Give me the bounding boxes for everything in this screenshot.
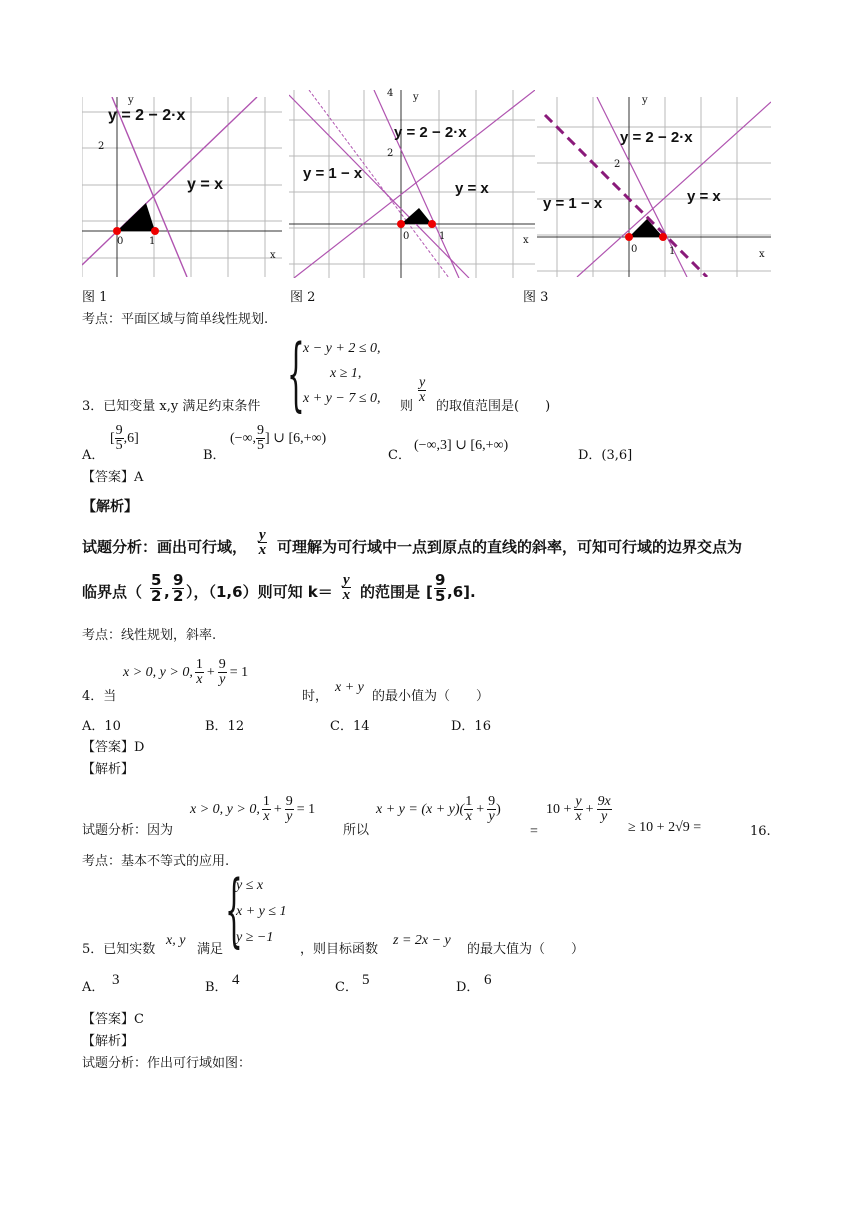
figure-2 xyxy=(289,90,535,278)
q4-xy: x + y xyxy=(335,680,364,695)
q3-answer: 【答案】A xyxy=(82,470,144,485)
q5-option-d-value: 6 xyxy=(484,972,492,988)
q5-vars: x, y xyxy=(166,933,186,948)
q4-an-cond-tail: = 1 xyxy=(296,801,316,817)
q3-analysis-2b: ），（1,6）则可知 k＝ xyxy=(186,583,333,601)
q4-expr1-f2d: y xyxy=(488,809,495,824)
q4-expr1-frac1 xyxy=(464,795,473,824)
q3-opt-b-den: 5 xyxy=(257,438,265,453)
q5-objective: z = 2x − y xyxy=(393,933,451,948)
q3-option-b-math xyxy=(230,424,326,453)
q3-constraint-1: x − y + 2 ≤ 0, xyxy=(303,341,381,356)
q5-option-b-label: B． xyxy=(205,980,228,995)
q3-point-y-den: 2 xyxy=(173,587,184,605)
fig2-tick-y-top: 4 xyxy=(387,88,394,99)
q4-expr2-frac2 xyxy=(597,795,612,824)
q4-expr2-plus: + xyxy=(585,801,594,817)
q4-cond-f2d: y xyxy=(219,672,226,687)
q4-when: 时， xyxy=(302,689,329,704)
q3-ratio-fraction xyxy=(418,376,426,405)
figure-2-graph xyxy=(289,90,535,278)
q4-expr1-f2n: 9 xyxy=(488,794,496,809)
q4-expr1-end: ) xyxy=(496,801,501,817)
q3-ratio-num: y xyxy=(419,375,426,390)
q5-mid: ，则目标函数 xyxy=(300,942,379,957)
q3-analysis-yx-num: y xyxy=(259,527,266,543)
q4-kaodian: 考点：基本不等式的应用. xyxy=(82,854,230,869)
q3-point-y-fraction xyxy=(172,573,184,604)
q3-option-c-math: (−∞,3] ∪ [6,+∞) xyxy=(414,438,509,453)
q5-constraint-2: x + y ≤ 1 xyxy=(236,904,287,919)
q4-cond-plus: + xyxy=(206,664,215,680)
fig2-origin: 0 xyxy=(403,231,410,242)
q4-cond-f1d: x xyxy=(196,672,203,687)
q4-an-f2d: y xyxy=(286,809,293,824)
q4-expr2-head: 10 + xyxy=(546,801,572,817)
q3-option-b-label: B． xyxy=(203,448,226,463)
q3-option-d: D．(3,6] xyxy=(578,448,633,463)
fig1-label-x: x xyxy=(270,250,276,261)
q3-opt-a-den: 5 xyxy=(115,438,123,453)
q4-condition xyxy=(123,658,248,687)
fig1-tick-y: 2 xyxy=(98,141,105,152)
q4-option-d: D．16 xyxy=(451,719,491,734)
q4-expr2-f1n: y xyxy=(575,794,582,809)
q3-suffix: 的取值范围是( ) xyxy=(436,399,551,414)
figure-3-caption: 图 3 xyxy=(523,290,549,305)
q3-opt-a-fraction xyxy=(115,424,124,453)
q4-prefix: 4．当 xyxy=(82,689,117,704)
fig1-origin: 0 xyxy=(117,236,124,247)
q5-jiexi-heading: 【解析】 xyxy=(82,1034,135,1049)
q4-option-b: B．12 xyxy=(205,719,245,734)
q5-system-brace: { xyxy=(225,863,243,956)
fig3-tick-x: 1 xyxy=(669,246,676,257)
q5-option-a-label: A． xyxy=(82,980,105,995)
q4-jiexi-heading: 【解析】 xyxy=(82,762,135,777)
q3-constraint-2: x ≥ 1, xyxy=(330,366,362,381)
q3-kaodian: 考点：线性规划，斜率. xyxy=(82,628,217,643)
q4-an-frac2 xyxy=(285,795,294,824)
q4-expr3: ≥ 10 + 2√9 = xyxy=(628,820,702,835)
q4-cond-f2n: 9 xyxy=(218,657,226,672)
figure-1-caption: 图 1 xyxy=(82,290,108,305)
q3-option-a-label: A． xyxy=(82,448,105,463)
fig3-eq3-label: y = 1 − x xyxy=(543,195,603,212)
fig2-eq1-label: y = 2 − 2·x xyxy=(394,124,467,141)
q5-suffix: 的最大值为（ ） xyxy=(467,942,585,957)
q4-an-f2n: 9 xyxy=(285,794,293,809)
fig1-label-y: y xyxy=(128,95,134,106)
q4-an-plus: + xyxy=(273,801,282,817)
q3-point-y-num: 9 xyxy=(173,571,184,589)
q4-expr1-f1d: x xyxy=(465,809,472,824)
figure-3 xyxy=(537,97,771,277)
q5-manzu: 满足 xyxy=(197,942,224,957)
fig1-tick-x: 1 xyxy=(149,236,156,247)
fig1-eq2-label: y = x xyxy=(187,176,224,193)
q3-range-bracket: [ xyxy=(426,583,433,601)
q4-answer: 【答案】D xyxy=(82,740,145,755)
q3-jiexi-heading: 【解析】 xyxy=(82,499,138,515)
q4-an-cond-head: x > 0, y > 0, xyxy=(190,801,260,817)
figure-3-graph xyxy=(537,97,771,277)
q3-point-comma: , xyxy=(164,583,170,601)
q3-analysis-yx-den: x xyxy=(258,542,267,558)
fig2-label-x: x xyxy=(523,235,529,246)
q3-option-a-math xyxy=(110,424,139,453)
fig2-tick-y: 2 xyxy=(387,148,394,159)
q3-point-x-den: 2 xyxy=(151,587,162,605)
fig3-label-y: y xyxy=(642,95,648,106)
q5-option-b-value: 4 xyxy=(232,972,240,988)
q5-option-d-label: D． xyxy=(456,980,480,995)
q5-option-c-label: C． xyxy=(335,980,358,995)
figure-1 xyxy=(82,97,282,277)
q4-analysis-prefix: 试题分析：因为 xyxy=(82,823,174,838)
q4-expr1-f1n: 1 xyxy=(465,794,473,809)
q3-opt-a-num: 9 xyxy=(115,423,123,438)
q5-analysis: 试题分析：作出可行域如图： xyxy=(82,1056,252,1071)
q3-system-brace: { xyxy=(287,327,305,420)
q3-mid: 则 xyxy=(400,399,414,414)
q3-point-x-num: 5 xyxy=(151,571,162,589)
q3-opt-a-bracket: [ xyxy=(110,430,115,446)
q3-opt-b-tail: ] ∪ [6,+∞) xyxy=(265,431,327,446)
q4-expr2-f1d: x xyxy=(575,809,582,824)
q3-ratio-den: x xyxy=(419,390,426,405)
fig1-eq1-label: y = 2 − 2·x xyxy=(108,107,186,124)
q3-opt-b-head: (−∞, xyxy=(230,430,257,446)
q3-range-den: 5 xyxy=(435,587,446,605)
q5-constraint-3: y ≥ −1 xyxy=(236,930,274,945)
q5-option-a-value: 3 xyxy=(112,972,120,988)
q4-analysis-condition xyxy=(190,795,315,824)
fig3-label-x: x xyxy=(759,249,765,260)
q4-cond-tail: = 1 xyxy=(229,664,249,680)
q4-result: 16. xyxy=(750,824,771,839)
q4-expr1-plus: + xyxy=(476,801,485,817)
q4-suffix: 的最小值为（ ） xyxy=(372,689,490,704)
q3-k-fraction xyxy=(342,573,351,602)
q5-option-c-value: 5 xyxy=(362,972,370,988)
q4-an-f1n: 1 xyxy=(262,794,270,809)
q4-expr2-frac1 xyxy=(574,795,582,824)
q4-option-c: C．14 xyxy=(330,719,370,734)
fig3-eq2-label: y = x xyxy=(687,188,721,205)
q4-expr1-head: x + y = (x + y)( xyxy=(376,801,465,817)
q3-range-fraction xyxy=(434,573,446,604)
fig3-eq1-label: y = 2 − 2·x xyxy=(620,129,693,146)
q3-opt-a-tail: ,6] xyxy=(123,430,139,446)
q3-opt-b-fraction xyxy=(256,424,265,453)
fig2-label-y: y xyxy=(413,92,419,103)
q4-eq: = xyxy=(530,824,538,839)
q4-expr2-f2d: y xyxy=(601,809,608,824)
q4-expr2 xyxy=(546,795,612,824)
q3-prefix: 3．已知变量 x,y 满足约束条件 xyxy=(82,399,261,414)
q4-option-a: A．10 xyxy=(82,719,121,734)
q4-an-frac1 xyxy=(262,795,271,824)
q4-suoyi: 所以 xyxy=(343,823,370,838)
q3-constraint-3: x + y − 7 ≤ 0, xyxy=(303,391,381,406)
fig2-eq2-label: y = x xyxy=(455,180,489,197)
q4-cond-head: x > 0, y > 0, xyxy=(123,664,193,680)
q3-analysis-2a: 临界点（ xyxy=(82,583,143,601)
q3-point-x-fraction xyxy=(150,573,162,604)
q3-k-den: x xyxy=(342,587,351,603)
q3-analysis-yx-fraction xyxy=(258,528,267,557)
fig2-tick-x: 1 xyxy=(439,231,446,242)
q3-opt-b-num: 9 xyxy=(257,423,265,438)
q4-cond-f1n: 1 xyxy=(195,657,203,672)
q4-cond-frac1 xyxy=(195,658,204,687)
q4-expr1-frac2 xyxy=(487,795,496,824)
q4-cond-frac2 xyxy=(218,658,227,687)
q5-answer: 【答案】C xyxy=(82,1012,144,1027)
q3-range-end: ,6]. xyxy=(447,583,476,601)
figure-2-caption: 图 2 xyxy=(290,290,316,305)
q5-prefix: 5．已知实数 xyxy=(82,942,156,957)
q5-constraint-1: y ≤ x xyxy=(236,878,264,893)
q3-analysis-2c: 的范围是 xyxy=(360,583,421,601)
q3-k-num: y xyxy=(343,572,350,588)
q4-an-f1d: x xyxy=(263,809,270,824)
q4-expr2-f2n: 9x xyxy=(597,794,611,809)
kaodian-1: 考点：平面区域与简单线性规划. xyxy=(82,312,269,327)
q3-analysis-1b: 可理解为可行域中一点到原点的直线的斜率，可知可行域的边界交点为 xyxy=(277,538,743,556)
fig3-tick-y: 2 xyxy=(614,159,621,170)
fig2-eq3-label: y = 1 − x xyxy=(303,165,363,182)
q3-option-c-label: C． xyxy=(388,448,411,463)
q4-expr1 xyxy=(376,795,501,824)
fig3-origin: 0 xyxy=(631,244,638,255)
q3-analysis-1a: 试题分析：画出可行域， xyxy=(82,538,248,556)
q3-range-num: 9 xyxy=(435,571,446,589)
